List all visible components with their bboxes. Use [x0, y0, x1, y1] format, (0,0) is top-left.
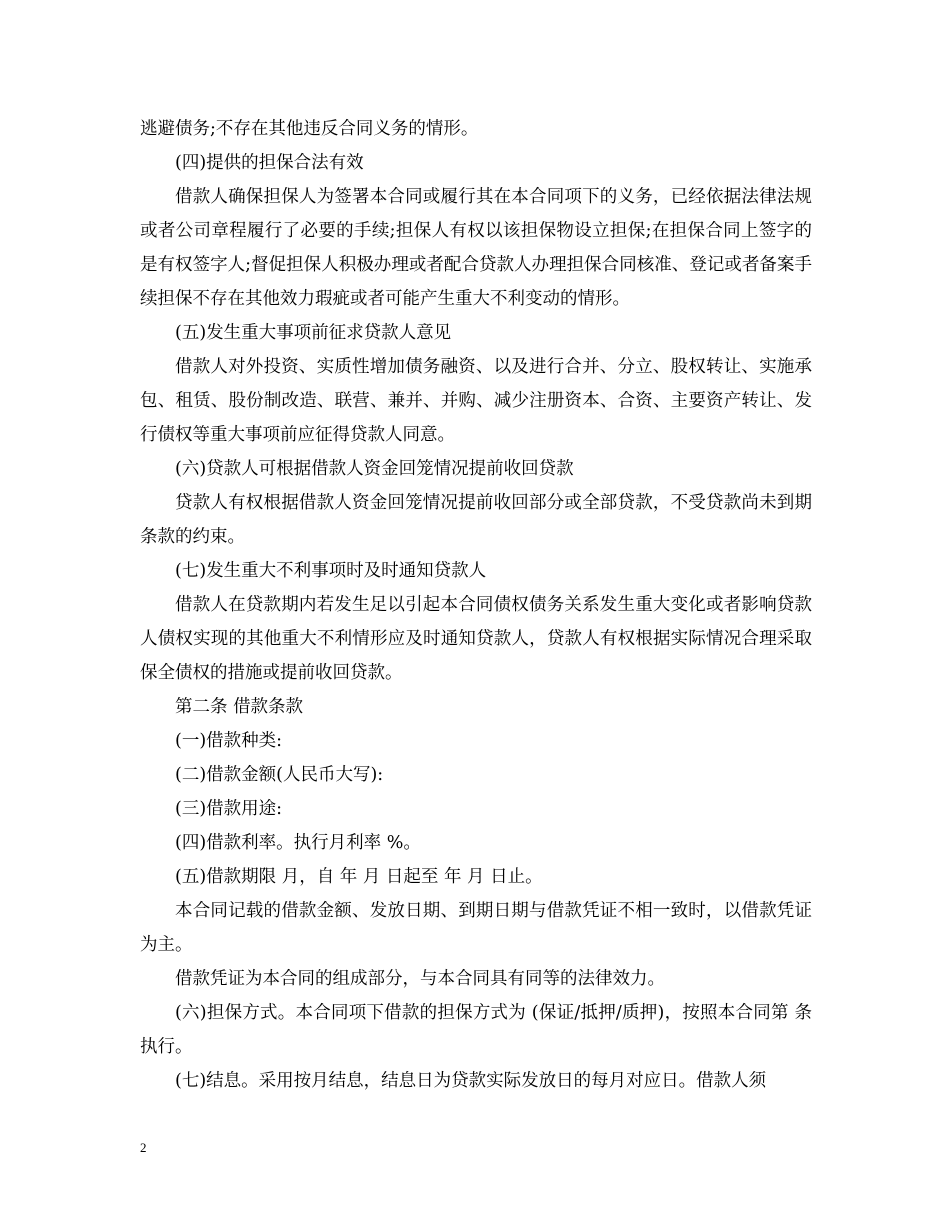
clause-item: (五)借款期限 月，自 年 月 日起至 年 月 日止。 — [175, 867, 543, 887]
article-heading: 第二条 借款条款 — [175, 697, 304, 717]
clause-item: (四)借款利率。执行月利率 %。 — [175, 833, 421, 853]
section-heading: (四)提供的担保合法有效 — [175, 153, 364, 173]
paragraph: 逃避债务;不存在其他违反合同义务的情形。 — [140, 119, 479, 139]
clause-item: (六)担保方式。本合同项下借款的担保方式为 (保证/抵押/质押)，按照本合同第 条 执行。 — [140, 1003, 812, 1057]
document-body — [140, 112, 812, 1098]
paragraph: 借款人在贷款期内若发生足以引起本合同债权债务关系发生重大变化或者影响贷款人债权实现的其他重大不利情形应及时通知贷款人，贷款人有权根据实际情况合理采取保全债权的措施或提前收回贷款。 — [140, 595, 812, 683]
paragraph: 借款凭证为本合同的组成部分，与本合同具有同等的法律效力。 — [175, 969, 665, 989]
paragraph: 借款人对外投资、实质性增加债务融资、以及进行合并、分立、股权转让、实施承包、租赁、股份制改造、联营、兼并、并购、减少注册资本、合资、主要资产转让、发行债权等重大事项前应征得贷款人同意。 — [140, 357, 812, 445]
paragraph: 借款人确保担保人为签署本合同或履行其在本合同项下的义务，已经依据法律法规或者公司章程履行了必要的手续;担保人有权以该担保物设立担保;在担保合同上签字的是有权签字人;督促担保人积极办理或者配合贷款人办理担保合同核准、登记或者备案手续担保不存在其他效力瑕疵或者可能产生重大不利变动的情形。 — [140, 187, 812, 309]
clause-item: (七)结息。采用按月结息，结息日为贷款实际发放日的每月对应日。借款人须 — [175, 1071, 767, 1091]
section-heading: (七)发生重大不利事项时及时通知贷款人 — [175, 561, 487, 581]
section-heading: (六)贷款人可根据借款人资金回笼情况提前收回贷款 — [175, 459, 574, 479]
clause-item: (二)借款金额(人民币大写): — [175, 765, 384, 785]
paragraph: 本合同记载的借款金额、发放日期、到期日期与借款凭证不相一致时，以借款凭证为主。 — [140, 901, 812, 955]
clause-item: (三)借款用途: — [175, 799, 283, 819]
clause-item: (一)借款种类: — [175, 731, 283, 751]
section-heading: (五)发生重大事项前征求贷款人意见 — [175, 323, 452, 343]
paragraph: 贷款人有权根据借款人资金回笼情况提前收回部分或全部贷款，不受贷款尚未到期条款的约束。 — [140, 493, 812, 547]
page-number: 2 — [140, 1140, 147, 1155]
